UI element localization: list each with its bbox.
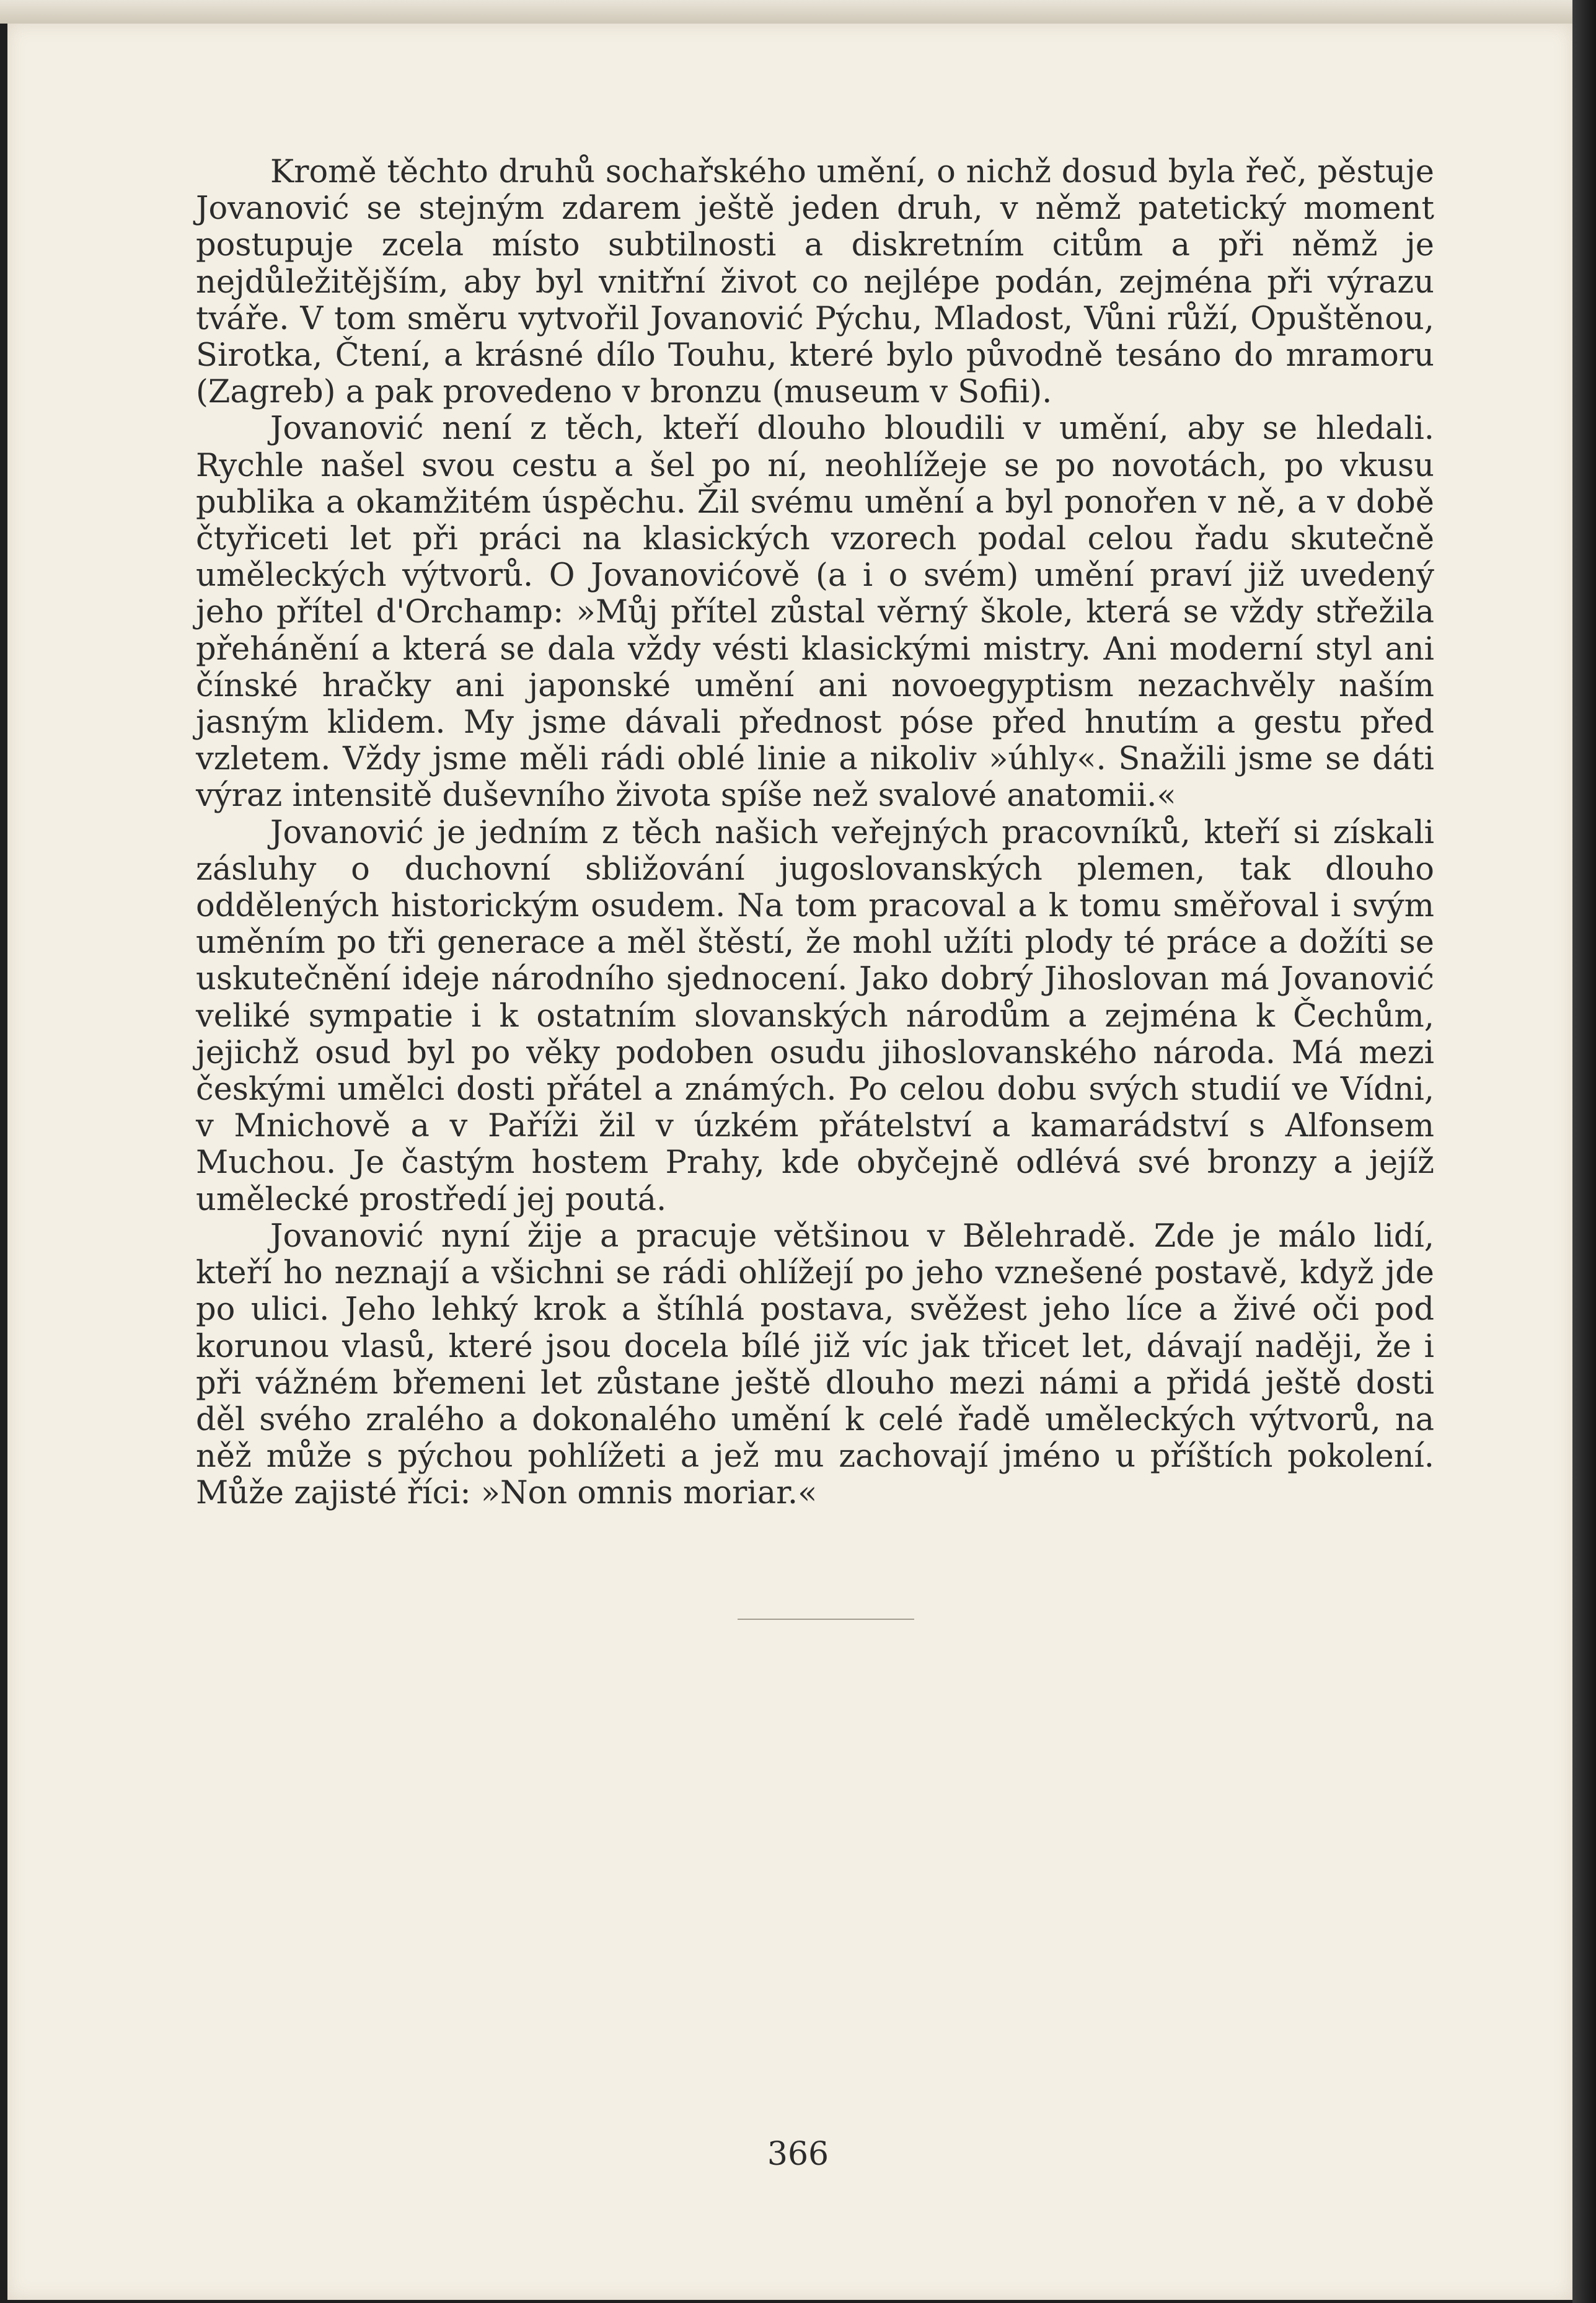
page-number: 366 [767, 2136, 829, 2173]
paragraph-4: Jovanović nyní žije a pracuje většinou v Bělehradě. Zde je málo lidí, kteří ho neznají a všichni se rádi ohlížejí po jeho vznešené postavě, když jde po ulici. Jeho lehký krok a štíhlá postava, svěžest jeho líce a živé oči pod korunou vlasů, které jsou docela bílé již víc jak třicet let, dávají naději, že i při vážném břemeni let zůstane ještě dlouho mezi námi a přidá ještě dosti děl svého zralého a dokonalého umění k celé řadě uměleckých výtvorů, na něž může s pýchou pohlížeti a jež mu zachovají jméno u příštích pokolení. Může zajisté říci: »Non omnis moriar.« [196, 1218, 1434, 1512]
scan-top-edge [0, 0, 1596, 24]
paragraph-3: Jovanović je jedním z těch našich veřejných pracovníků, kteří si získali zásluhy o duchovní sbližování jugoslovanských plemen, tak dlouho oddělených historickým osudem. Na tom pracoval a k tomu směřoval i svým uměním po tři generace a měl štěstí, že mohl užíti plody té práce a dožíti se uskutečnění ideje národního sjednocení. Jako dobrý Jihoslovan má Jovanović veliké sympatie i k ostatním slovanských národům a zejména k Čechům, jejichž osud byl po věky podoben osudu jihoslovanského národa. Má mezi českými umělci dosti přátel a známých. Po celou dobu svých studií ve Vídni, v Mnichově a v Paříži žil v úzkém přátelství a kamarádství s Alfonsem Muchou. Je častým hostem Prahy, kde obyčejně odlévá své bronzy a jejíž umělecké prostředí jej poutá. [196, 814, 1434, 1218]
scan-right-edge [1572, 0, 1596, 2303]
section-divider [738, 1619, 914, 1620]
paragraph-2: Jovanović není z těch, kteří dlouho bloudili v umění, aby se hledali. Rychle našel svou cestu a šel po ní, neohlížeje se po novotách, po vkusu publika a okamžitém úspěchu. Žil svému umění a byl ponořen v ně, a v době čtyřiceti let při práci na klasických vzorech podal celou řadu skutečně uměleckých výtvorů. O Jovanovićově (a i o svém) umění praví již uvedený jeho přítel d'Orchamp: »Můj přítel zůstal věrný škole, která se vždy střežila přehánění a která se dala vždy vésti klasickými mistry. Ani moderní styl ani čínské hračky ani japonské umění ani novoegyptism nezachvěly naším jasným klidem. My jsme dávali přednost póse před hnutím a gestu před vzletem. Vždy jsme měli rádi oblé linie a nikoliv »úhly«. Snažili jsme se dáti výraz intensitě duševního života spíše než svalové anatomii.« [196, 410, 1434, 815]
body-text [196, 154, 1434, 1512]
paragraph-1: Kromě těchto druhů sochařského umění, o nichž dosud byla řeč, pěstuje Jovanović se stejným zdarem ještě jeden druh, v němž patetický moment postupuje zcela místo subtilnosti a diskretním citům a při němž je nejdůležitějším, aby byl vnitřní život co nejlépe podán, zejména při výrazu tváře. V tom směru vytvořil Jovanović Pýchu, Mladost, Vůni růží, Opuštěnou, Sirotka, Čtení, a krásné dílo Touhu, které bylo původně tesáno do mramoru (Zagreb) a pak provedeno v bronzu (museum v Sofii). [196, 154, 1434, 411]
